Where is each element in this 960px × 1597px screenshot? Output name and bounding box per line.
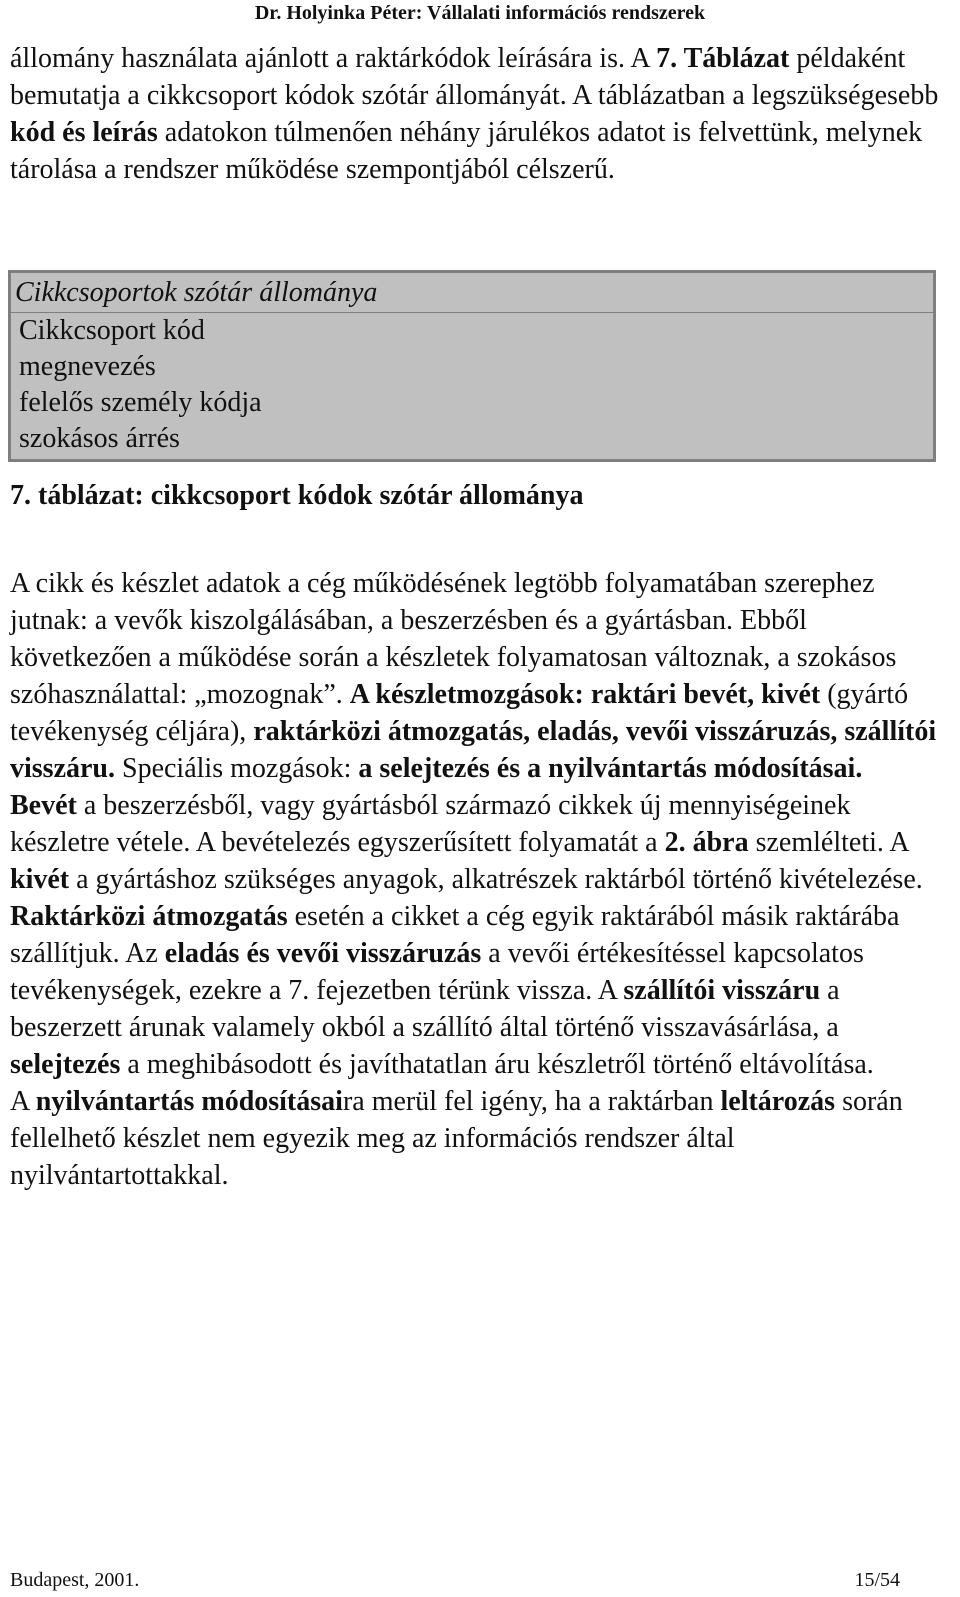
table-caption: 7. táblázat: cikkcsoport kódok szótár állománya — [10, 480, 584, 511]
body-paragraph — [10, 565, 940, 787]
dictionary-table — [8, 270, 936, 462]
bold-text-run: kivét — [10, 864, 70, 895]
table-field: felelős személy kódja — [19, 387, 262, 418]
table-field: Cikkcsoport kód — [19, 315, 205, 346]
text-run: során fellelhető készlet nem egyezik meg az információs rendszer által nyilvántartottakkal. — [10, 1086, 903, 1191]
page-header: Dr. Holyinka Péter: Vállalati információs rendszerek — [254, 2, 706, 24]
bold-text-run: selejtezés — [10, 1049, 121, 1080]
text-run: esetén a cikket a cég egyik raktárából másik raktárába szállítjuk. Az — [10, 901, 900, 969]
bold-text-run: nyilvántartás módosításai — [35, 1086, 343, 1117]
table-field: megnevezés — [19, 351, 156, 382]
text-run: A — [10, 1086, 36, 1117]
bold-text-run: kód és leírás — [10, 117, 158, 148]
footer-location-date: Budapest, 2001. — [10, 1569, 140, 1591]
bold-text-run: eladás és vevői visszáruzás — [164, 938, 482, 969]
text-run: ra merül fel igény, ha a raktárban — [342, 1086, 721, 1117]
body-text — [10, 565, 940, 1194]
text-run: a meghibásodott és javíthatatlan áru készletről történő eltávolítása. — [120, 1049, 874, 1080]
text-run: Speciális mozgások: — [115, 753, 359, 784]
table-fields — [11, 313, 933, 457]
table-title: Cikkcsoportok szótár állománya — [11, 275, 933, 313]
text-run: A cikk és készlet adatok a cég működésének legtöbb folyamatában szerephez jutnak: a vevők kiszolgálásában, a beszerzésben és a gyártásban. Ebből következően a működése során a készletek folyamatosan változnak, a szokásos szóhasználattal: „mozognak”. — [10, 568, 897, 710]
bold-text-run: szállítói visszáru — [623, 975, 821, 1006]
text-run: (gyártó tevékenység céljára), — [10, 679, 909, 747]
bold-text-run: Bevét — [10, 790, 77, 821]
bold-text-run: 2. ábra — [664, 827, 749, 858]
text-run: adatokon túlmenően néhány járulékos adatot is felvettünk, melynek tárolása a rendszer működése szempontjából célszerű. — [10, 117, 923, 185]
text-run: a vevői értékesítéssel kapcsolatos tevékenységek, ezekre a 7. fejezetben térünk vissza. A — [10, 938, 864, 1006]
text-run: példaként bemutatja a cikkcsoport kódok szótár állományát. A táblázatban a legszükségesebb — [10, 43, 939, 111]
text-run: állomány használata ajánlott a raktárkódok leírására is. A — [10, 43, 657, 74]
body-paragraph — [10, 1083, 940, 1194]
table-field: szokásos árrés — [19, 423, 180, 454]
text-run: a beszerzésből, vagy gyártásból származó cikkek új mennyiségeinek készletre vétele. A bevételezés egyszerűsített folyamatát a — [10, 790, 851, 858]
text-run: a beszerzett árunak valamely okból a szállító által történő visszavásárlása, a — [10, 975, 840, 1043]
bold-text-run: raktárközi átmozgatás, eladás, vevői visszáruzás, szállítói visszáru. — [10, 716, 937, 784]
text-run: a gyártáshoz szükséges anyagok, alkatrészek raktárból történő kivételezése. — [69, 864, 923, 895]
bold-text-run: a selejtezés és a nyilvántartás módosításai. — [358, 753, 863, 784]
body-paragraph — [10, 787, 940, 1083]
intro-paragraph — [10, 40, 940, 188]
bold-text-run: A készletmozgások: raktári bevét, kivét — [349, 679, 821, 710]
bold-text-run: leltározás — [720, 1086, 836, 1117]
page-number: 15/54 — [854, 1569, 900, 1591]
text-run: szemlélteti. A — [748, 827, 909, 858]
page-footer — [10, 1568, 940, 1592]
bold-text-run: 7. Táblázat — [656, 43, 790, 74]
bold-text-run: Raktárközi átmozgatás — [10, 901, 288, 932]
